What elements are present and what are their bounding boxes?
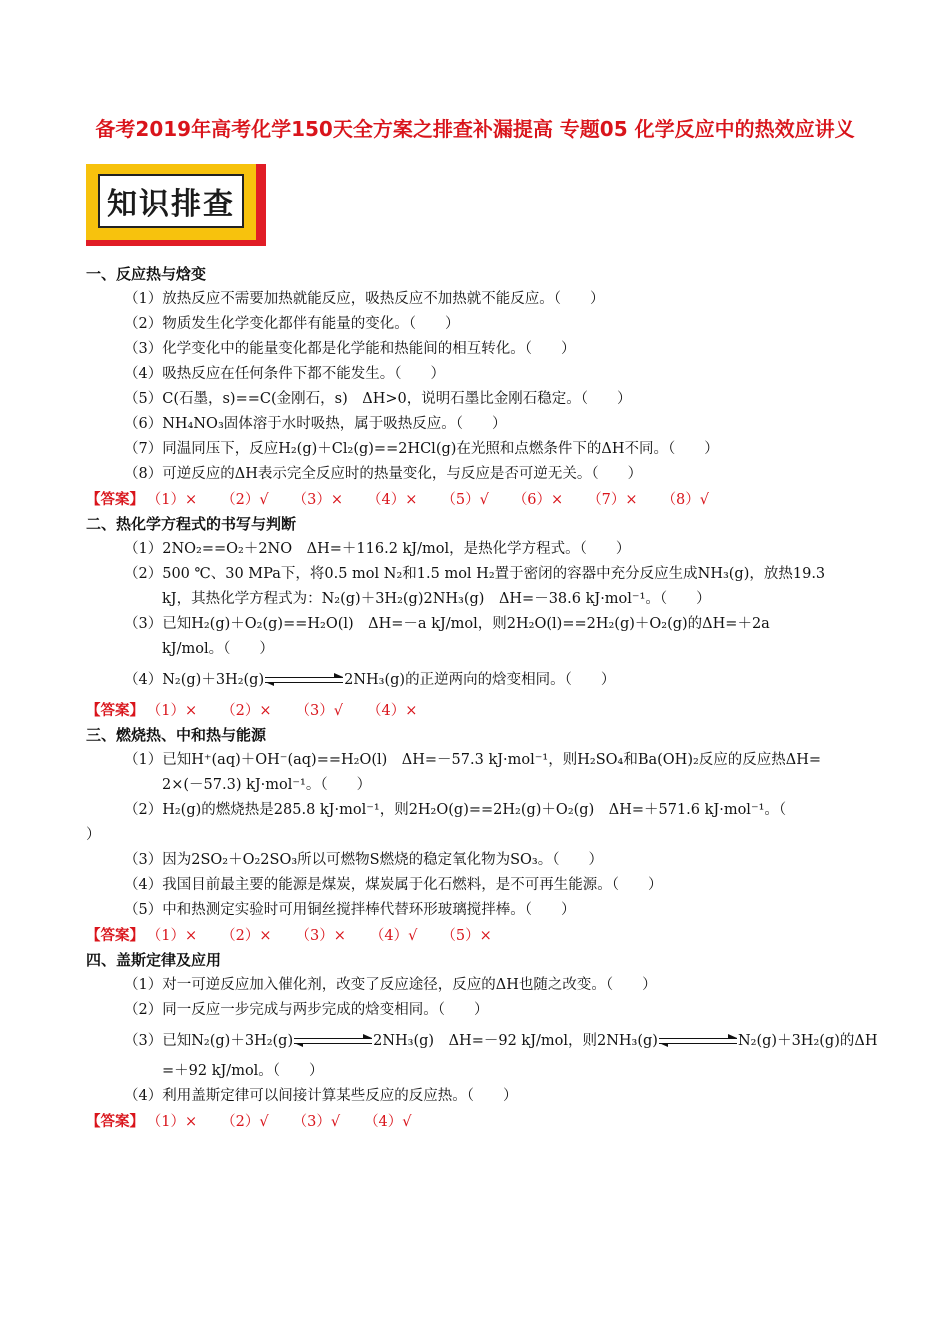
question-4-3-line-a bbox=[124, 1023, 878, 1059]
badge-yellow-block bbox=[86, 164, 256, 240]
question-2-4-part-b: 2NH₃(g)的正逆两向的焓变相同。（ ） bbox=[344, 672, 616, 688]
answer-item: （6）× bbox=[512, 492, 564, 508]
question-4-3-line-b: =＋92 kJ/mol。（ ） bbox=[162, 1063, 324, 1079]
answer-item: （3）√ bbox=[295, 703, 343, 719]
answer-row-4 bbox=[86, 1109, 868, 1134]
answer-item: （5）√ bbox=[441, 492, 489, 508]
answer-item: （2）√ bbox=[221, 1114, 269, 1130]
answer-item: （3）× bbox=[295, 928, 346, 944]
answer-item: （5）× bbox=[441, 928, 492, 944]
question-4-3-part-a: （3）已知N₂(g)＋3H₂(g) bbox=[124, 1033, 294, 1049]
question-1-1: （1）放热反应不需要加热就能反应，吸热反应不加热就不能反应。（ ） bbox=[124, 291, 605, 307]
answer-item: （7）× bbox=[587, 492, 638, 508]
question-2-3 bbox=[86, 612, 868, 662]
question-3-2-line-a: （2）H₂(g)的燃烧热是285.8 kJ·mol⁻¹，则2H₂O(g)==2H₂(g)＋O₂(g) ΔH=＋571.6 kJ·mol⁻¹。（ bbox=[124, 802, 787, 818]
question-1-8: （8）可逆反应的ΔH表示完全反应时的热量变化，与反应是否可逆无关。（ ） bbox=[124, 466, 643, 482]
answer-item: （1）× bbox=[154, 703, 198, 719]
question-4-3 bbox=[86, 1023, 878, 1084]
question-1-6: （6）NH₄NO₃固体溶于水时吸热，属于吸热反应。（ ） bbox=[124, 416, 507, 432]
question-4-4: （4）利用盖斯定律可以间接计算某些反应的反应热。（ ） bbox=[124, 1088, 518, 1104]
equilibrium-arrow-icon bbox=[294, 1035, 372, 1047]
page-title: 备考2019年高考化学150天全方案之排查补漏提高 专题05 化学反应中的热效应讲义 bbox=[95, 117, 855, 141]
document-body bbox=[86, 262, 878, 1134]
answer-label: 【答案】 bbox=[86, 927, 144, 944]
question-4-3-part-b: 2NH₃(g) ΔH=－92 kJ/mol，则2NH₃(g) bbox=[373, 1033, 658, 1049]
question-1-3: （3）化学变化中的能量变化都是化学能和热能间的相互转化。（ ） bbox=[124, 341, 576, 357]
question-1-2: （2）物质发生化学变化都伴有能量的变化。（ ） bbox=[124, 316, 460, 332]
answer-label: 【答案】 bbox=[86, 491, 144, 508]
answer-row-1 bbox=[86, 487, 868, 512]
answer-item: （4）√ bbox=[364, 1114, 412, 1130]
question-2-3-line-b: kJ/mol。（ ） bbox=[162, 641, 274, 657]
section-heading-1: 一、反应热与焓变 bbox=[86, 265, 207, 283]
arrowhead-right-icon bbox=[363, 1034, 372, 1038]
question-3-1-line-a: （1）已知H⁺(aq)＋OH⁻(aq)==H₂O(l) ΔH=－57.3 kJ·mol⁻¹，则H₂SO₄和Ba(OH)₂反应的反应热ΔH= bbox=[124, 752, 822, 768]
answer-label: 【答案】 bbox=[86, 702, 144, 719]
answer-item: （4）× bbox=[366, 492, 418, 508]
answer-item: （3）× bbox=[292, 492, 343, 508]
question-3-1 bbox=[86, 748, 868, 798]
question-3-1-line-b: 2×(－57.3) kJ·mol⁻¹。（ ） bbox=[162, 777, 372, 793]
answer-item: （1）× bbox=[154, 1114, 198, 1130]
arrowhead-left-icon bbox=[659, 1043, 668, 1047]
section-heading-4: 四、盖斯定律及应用 bbox=[86, 951, 222, 969]
answer-row-2 bbox=[86, 698, 868, 723]
badge-text: 知识排查 bbox=[107, 187, 235, 222]
question-2-3-line-a: （3）已知H₂(g)＋O₂(g)==H₂O(l) ΔH=－a kJ/mol，则2H₂O(l)==2H₂(g)＋O₂(g)的ΔH=＋2a bbox=[124, 616, 770, 632]
question-2-2-line-a: （2）500 ℃、30 MPa下，将0.5 mol N₂和1.5 mol H₂置于密闭的容器中充分反应生成NH₃(g)，放热19.3 bbox=[124, 566, 826, 582]
badge-inner-box bbox=[98, 174, 244, 228]
question-3-2-line-b: ） bbox=[86, 827, 101, 843]
question-2-2-line-b: kJ，其热化学方程式为：N₂(g)＋3H₂(g)2NH₃(g) ΔH=－38.6 kJ·mol⁻¹。（ ） bbox=[162, 591, 711, 607]
answer-row-3 bbox=[86, 923, 868, 948]
question-2-4-part-a: （4）N₂(g)＋3H₂(g) bbox=[124, 672, 265, 688]
answer-item: （8）√ bbox=[661, 492, 710, 508]
answer-item: （2）× bbox=[221, 928, 272, 944]
equilibrium-arrow-icon bbox=[659, 1035, 737, 1047]
answer-item: （3）√ bbox=[292, 1114, 341, 1130]
question-3-4: （4）我国目前最主要的能源是煤炭，煤炭属于化石燃料，是不可再生能源。（ ） bbox=[124, 877, 663, 893]
question-3-3: （3）因为2SO₂＋O₂2SO₃所以可燃物S燃烧的稳定氧化物为SO₃。（ ） bbox=[124, 852, 603, 868]
arrowhead-right-icon bbox=[334, 673, 343, 677]
answer-item: （4）× bbox=[366, 703, 418, 719]
answer-item: （2）√ bbox=[221, 492, 269, 508]
arrowhead-right-icon bbox=[728, 1034, 737, 1038]
question-3-2 bbox=[86, 798, 868, 848]
answer-item: （1）× bbox=[154, 928, 198, 944]
question-4-3-part-c: N₂(g)＋3H₂(g)的ΔH bbox=[737, 1033, 878, 1049]
question-4-2: （2）同一反应一步完成与两步完成的焓变相同。（ ） bbox=[124, 1002, 489, 1018]
question-2-4 bbox=[86, 662, 868, 698]
answer-item: （1）× bbox=[154, 492, 198, 508]
question-4-1: （1）对一可逆反应加入催化剂，改变了反应途径，反应的ΔH也随之改变。（ ） bbox=[124, 977, 657, 993]
answer-item: （2）× bbox=[221, 703, 272, 719]
section-heading-3: 三、燃烧热、中和热与能源 bbox=[86, 726, 267, 744]
equilibrium-arrow-icon bbox=[265, 674, 343, 686]
question-1-5: （5）C(石墨，s)==C(金刚石，s) ΔH>0，说明石墨比金刚石稳定。（ ） bbox=[124, 391, 632, 407]
question-3-5: （5）中和热测定实验时可用铜丝搅拌棒代替环形玻璃搅拌棒。（ ） bbox=[124, 902, 576, 918]
knowledge-check-badge bbox=[86, 164, 266, 246]
arrowhead-left-icon bbox=[294, 1043, 303, 1047]
question-1-7: （7）同温同压下，反应H₂(g)＋Cl₂(g)==2HCl(g)在光照和点燃条件下的ΔH不同。（ ） bbox=[124, 441, 719, 457]
question-1-4: （4）吸热反应在任何条件下都不能发生。（ ） bbox=[124, 366, 445, 382]
arrowhead-left-icon bbox=[265, 682, 274, 686]
section-heading-2: 二、热化学方程式的书写与判断 bbox=[86, 515, 297, 533]
answer-label: 【答案】 bbox=[86, 1113, 144, 1130]
question-2-2 bbox=[86, 562, 868, 612]
question-2-1: （1）2NO₂==O₂＋2NO ΔH=＋116.2 kJ/mol，是热化学方程式。（ ） bbox=[124, 541, 631, 557]
answer-item: （4）√ bbox=[369, 928, 418, 944]
